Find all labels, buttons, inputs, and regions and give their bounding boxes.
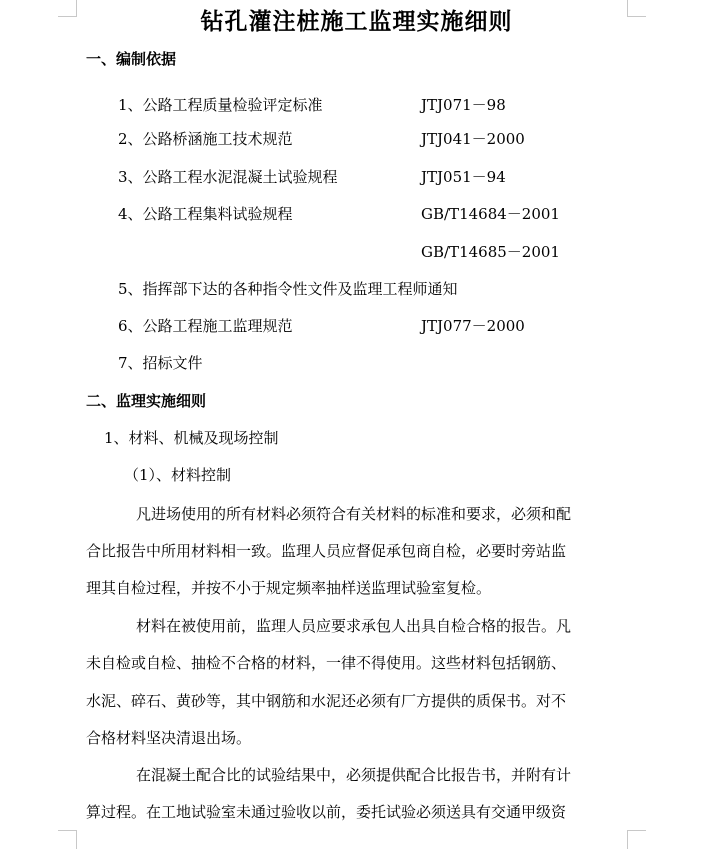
- reference-name: 3、公路工程水泥混凝土试验规程: [118, 168, 338, 186]
- paragraph-line: 理其自检过程，并按不小于规定频率抽样送监理试验室复检。: [86, 579, 492, 597]
- reference-code: JTJ041－2000: [421, 130, 525, 148]
- reference-name: 7、招标文件: [118, 354, 203, 372]
- paragraph-line: 材料在被使用前，监理人员应要求承包人出具自检合格的报告。凡: [136, 617, 572, 635]
- paragraph-line: 算过程。在工地试验室未通过验收以前，委托试验必须送具有交通甲级资: [86, 803, 567, 821]
- reference-code: GB/T14684－2001: [421, 205, 560, 223]
- reference-code: JTJ077－2000: [421, 317, 525, 335]
- reference-name: 1、公路工程质量检验评定标准: [118, 96, 323, 114]
- subsubsection-heading: （1）、材料控制: [124, 466, 232, 484]
- paragraph-line: 未自检或自检、抽检不合格的材料，一律不得使用。这些材料包括钢筋、: [86, 654, 567, 672]
- section-heading-basis: 一、编制依据: [86, 50, 177, 68]
- reference-name: 2、公路桥涵施工技术规范: [118, 130, 293, 148]
- paragraph-line: 水泥、碎石、黄砂等，其中钢筋和水泥还必须有厂方提供的质保书。对不: [86, 692, 567, 710]
- reference-code: JTJ051－94: [421, 168, 506, 186]
- paragraph-line: 合比报告中所用材料相一致。监理人员应督促承包商自检，必要时旁站监: [86, 542, 567, 560]
- paragraph-line: 在混凝土配合比的试验结果中，必须提供配合比报告书，并附有计: [136, 766, 572, 784]
- page-corner-mark: [58, 830, 77, 849]
- reference-name: 4、公路工程集料试验规程: [118, 205, 293, 223]
- reference-code: JTJ071－98: [421, 96, 506, 114]
- page-corner-mark: [627, 830, 646, 849]
- subsection-heading: 1、材料、机械及现场控制: [104, 429, 279, 447]
- paragraph-line: 合格材料坚决清退出场。: [86, 729, 252, 747]
- section-heading-details: 二、监理实施细则: [86, 392, 207, 410]
- reference-name: 6、公路工程施工监理规范: [118, 317, 293, 335]
- document-title: 钻孔灌注桩施工监理实施细则: [200, 8, 513, 35]
- reference-name: 5、指挥部下达的各种指令性文件及监理工程师通知: [118, 280, 458, 298]
- paragraph-line: 凡进场使用的所有材料必须符合有关材料的标准和要求，必须和配: [136, 505, 572, 523]
- reference-code: GB/T14685－2001: [421, 243, 560, 261]
